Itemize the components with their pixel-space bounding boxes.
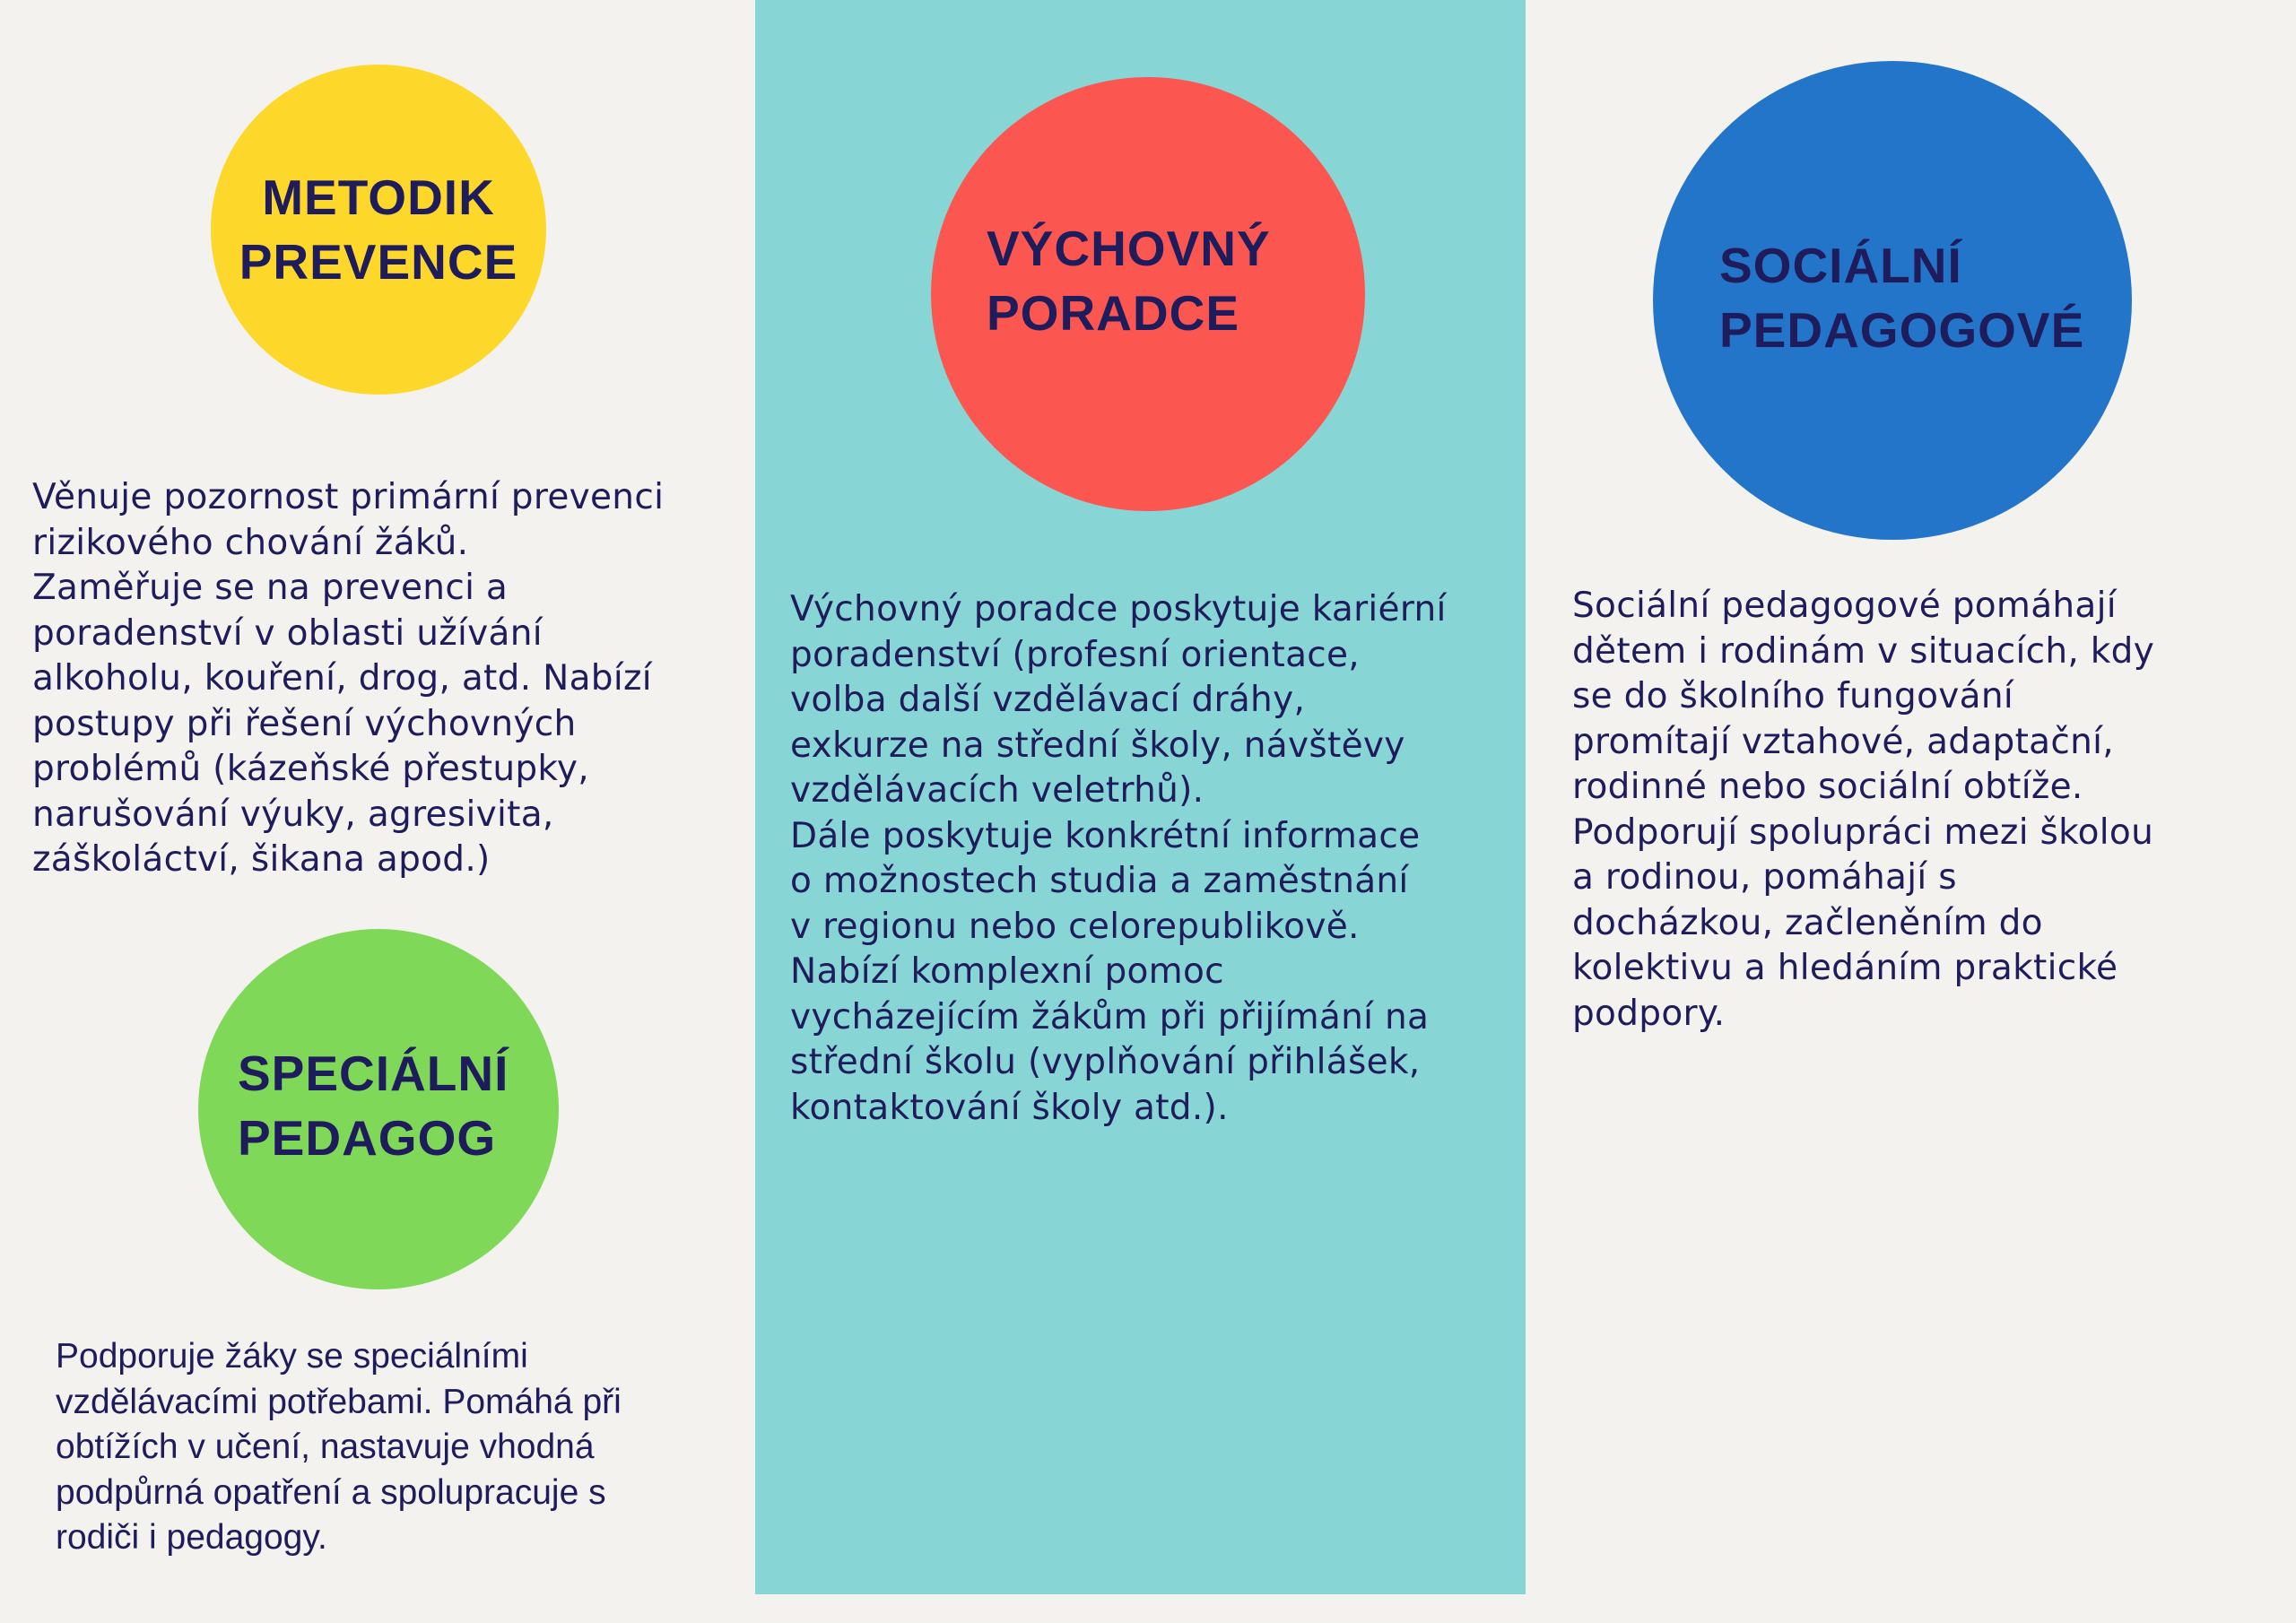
vychovny-poradce-title: VÝCHOVNÝ PORADCE	[987, 221, 1271, 341]
vychovny-poradce-description: Výchovný poradce poskytuje kariérní poradenství (profesní orientace, volba další vzdělávací dráhy, exkurze na střední školy, návštěvy vzdělávacích veletrhů). Dále poskytuje konkrétní informace o možnostech studia a zaměstnání v regionu nebo celorepublikově. Nabízí komplexní pomoc vycházejícím žákům při přijímání na střední školu (vyplňování přihlášek, kontaktování školy atd.).	[790, 589, 1447, 1128]
socialni-pedagogove-circle	[1653, 61, 2132, 540]
socialni-pedagogove-title: SOCIÁLNÍ PEDAGOGOVÉ	[1719, 238, 2085, 358]
socialni-pedagogove-description: Sociální pedagogové pomáhají dětem i rodinám v situacích, kdy se do školního fungování promítají vztahové, adaptační, rodinné nebo sociální obtíže. Podporují spolupráci mezi školou a rodinou, pomáhají s docházkou, začleněním do kolektivu a hledáním praktické podpory.	[1572, 586, 2155, 1034]
metodik-prevence-circle	[211, 65, 546, 395]
specialni-pedagog-title: SPECIÁLNÍ PEDAGOG	[238, 1046, 509, 1166]
metodik-prevence-title: METODIK PREVENCE	[239, 169, 518, 290]
metodik-prevence-description: Věnuje pozornost primární prevenci rizikového chování žáků. Zaměřuje se na prevenci a poradenství v oblasti užívání alkoholu, kouření, drog, atd. Nabízí postupy při řešení výchovných problémů (kázeňské přestupky, narušování výuky, agresivita, záškoláctví, šikana apod.)	[32, 477, 665, 880]
vychovny-poradce-circle	[931, 77, 1365, 511]
specialni-pedagog-circle	[198, 929, 559, 1289]
specialni-pedagog-description: Podporuje žáky se speciálními vzdělávacími potřebami. Pomáhá při obtížích v učení, nastavuje vhodná podpůrná opatření a spolupracuje s rodiči i pedagogy.	[56, 1337, 622, 1557]
